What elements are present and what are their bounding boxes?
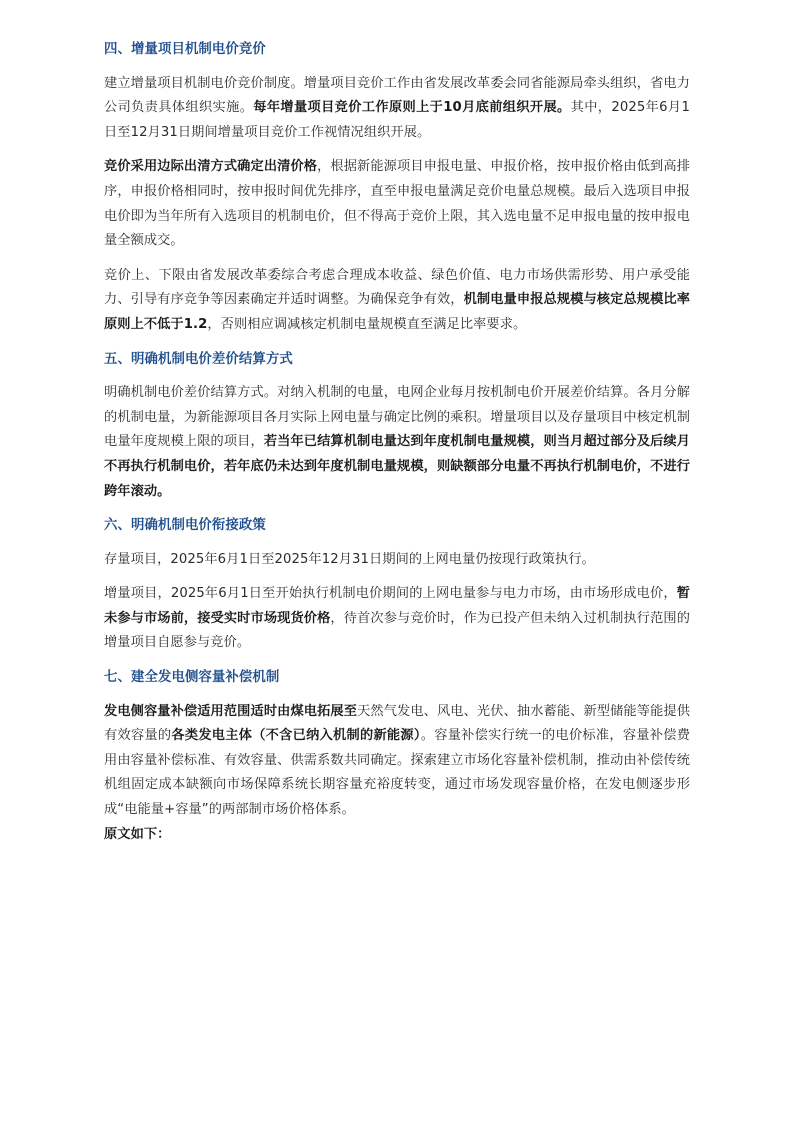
section-heading: 五、明确机制电价差价结算方式	[104, 351, 293, 367]
paragraph: 建立增量项目机制电价竞价制度。增量项目竞价工作由省发展改革委会同省能源局牵头组织，省电力公司负责具体组织实施。每年增量项目竞价工作原则上于10月底前组织开展。其中，2025年6月1日至12月31日期间增量项目竞价工作视情况组织开展。	[104, 75, 690, 140]
paragraph: 增量项目，2025年6月1日至开始执行机制电价期间的上网电量参与电力市场，由市场形成电价，暂未参与市场前，接受实时市场现货价格，待首次参与竞价时，作为已投产但未纳入过机制执行范围的增量项目自愿参与竞价。	[104, 586, 690, 651]
paragraph: 存量项目，2025年6月1日至2025年12月31日期间的上网电量仍按现行政策执行。	[104, 551, 595, 567]
original-text-label: 原文如下：	[104, 826, 171, 842]
document-body	[104, 38, 690, 847]
paragraph: 竞价采用边际出清方式确定出清价格，根据新能源项目申报电量、申报价格，按申报价格由低到高排序，申报价格相同时，按申报时间优先排序，直至申报电量满足竞价电量总规模。最后入选项目申报电价即为当年所有入选项目的机制电价，但不得高于竞价上限，其入选电量不足申报电量的按申报电量全额成交。	[104, 159, 690, 249]
section-heading: 六、明确机制电价衔接政策	[104, 518, 266, 534]
paragraph: 竞价上、下限由省发展改革委综合考虑合理成本收益、绿色价值、电力市场供需形势、用户承受能力、引导有序竞争等因素确定并适时调整。为确保竞争有效，机制电量申报总规模与核定总规模比率原则上不低于1.2，否则相应调减核定机制电量规模直至满足比率要求。	[104, 267, 690, 332]
section-heading: 七、建全发电侧容量补偿机制	[104, 670, 280, 686]
paragraph: 发电侧容量补偿适用范围适时由煤电拓展至天然气发电、风电、光伏、抽水蓄能、新型储能等能提供有效容量的各类发电主体（不含已纳入机制的新能源）。容量补偿实行统一的电价标准，容量补偿费用由容量补偿标准、有效容量、供需系数共同确定。探索建立市场化容量补偿机制，推动由补偿传统机组固定成本缺额向市场保障系统长期容量充裕度转变，通过市场发现容量价格，在发电侧逐步形成“电能量+容量”的两部制市场价格体系。	[104, 703, 691, 818]
paragraph: 明确机制电价差价结算方式。对纳入机制的电量，电网企业每月按机制电价开展差价结算。各月分解的机制电量，为新能源项目各月实际上网电量与确定比例的乘积。增量项目以及存量项目中核定机制电量年度规模上限的项目，若当年已结算机制电量达到年度机制电量规模，则当月超过部分及后续月不再执行机制电价，若年底仍未达到年度机制电量规模，则缺额部分电量不再执行机制电价，不进行跨年滚动。	[104, 385, 690, 499]
section-heading: 四、增量项目机制电价竞价	[104, 42, 266, 57]
